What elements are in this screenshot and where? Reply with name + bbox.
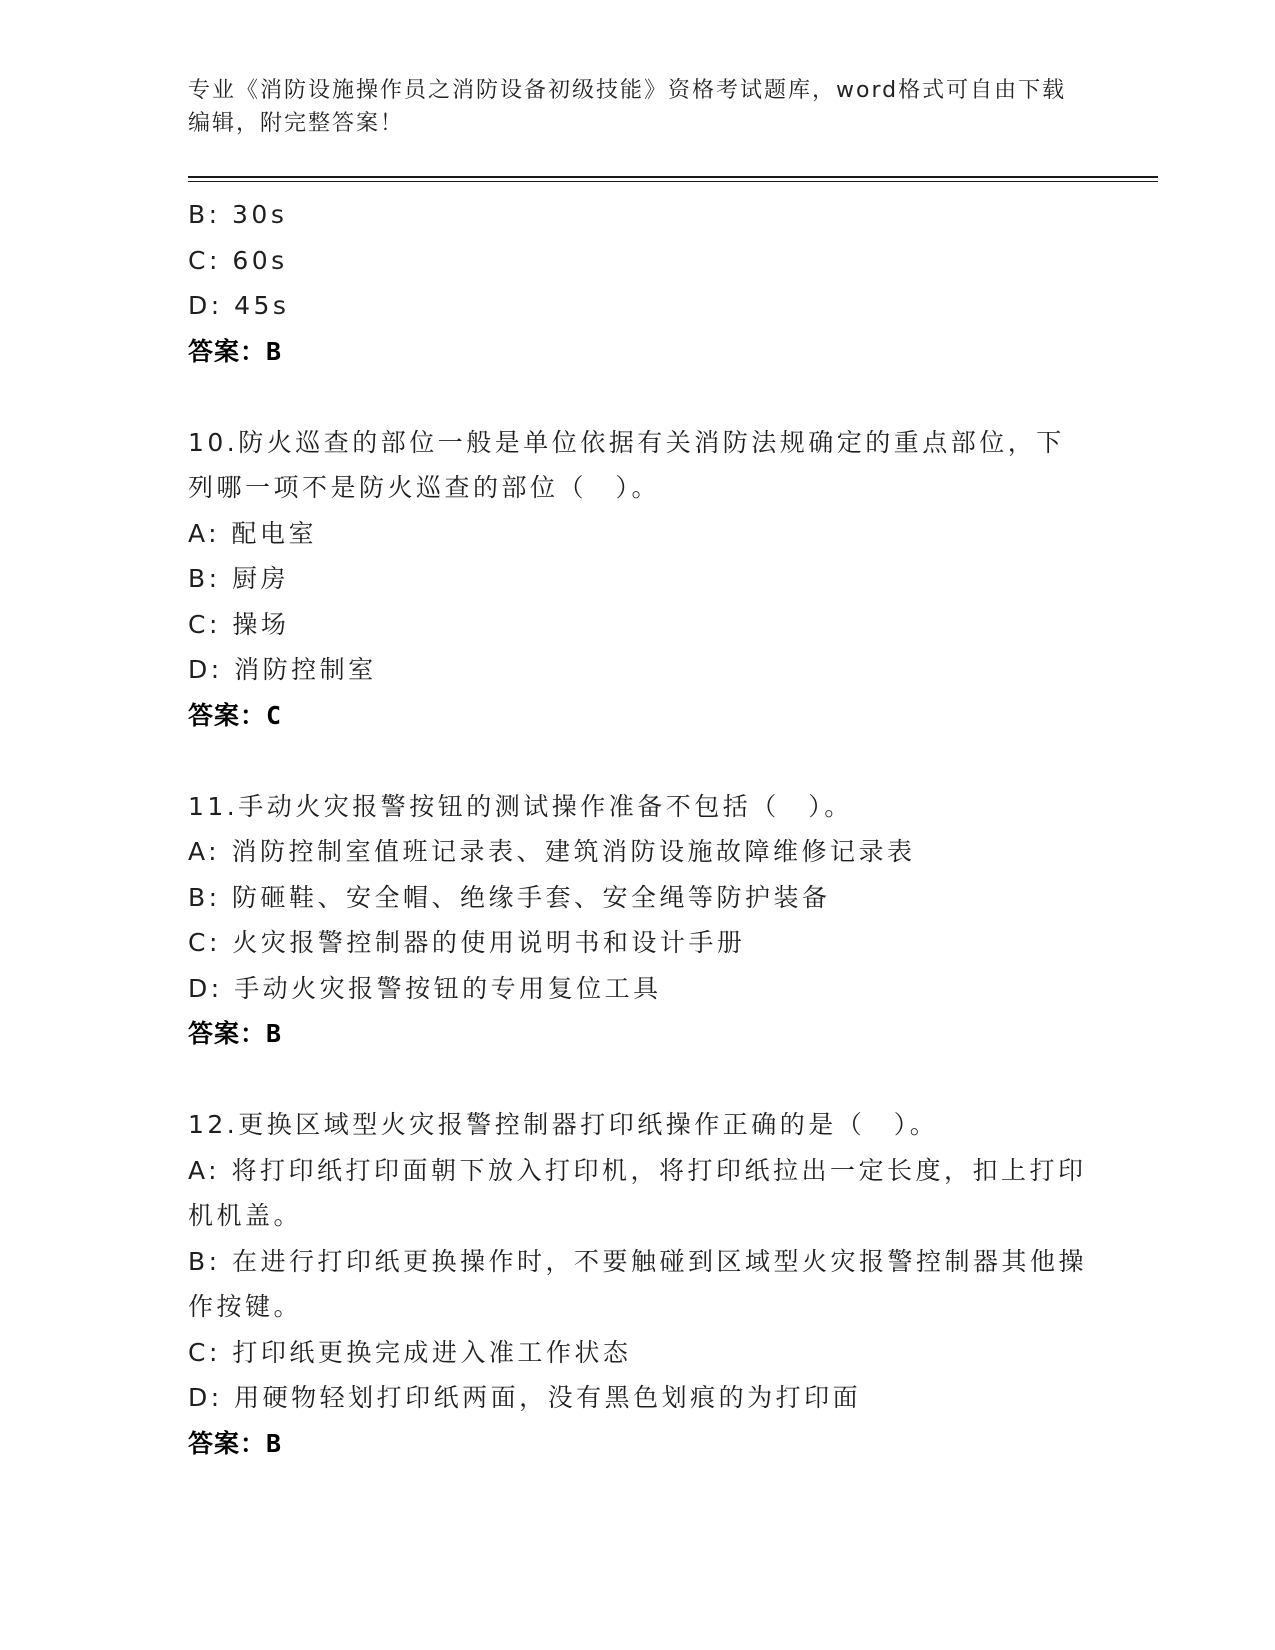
option-c: C: 打印纸更换完成进入准工作状态 — [188, 1337, 632, 1367]
question-10 — [188, 420, 1088, 739]
option-b: B: 厨房 — [188, 564, 290, 593]
option-a: A: 消防控制室值班记录表、建筑消防设施故障维修记录表 — [188, 837, 916, 866]
option-a: A: 将打印纸打印面朝下放入打印机，将打印纸拉出一定长度，扣上打印机机盖。 — [188, 1155, 1087, 1230]
prev-question — [188, 192, 1088, 374]
spacer — [188, 374, 1088, 420]
answer-line: 答案：C — [188, 700, 283, 730]
spacer — [188, 738, 1088, 784]
question-stem: 10.防火巡查的部位一般是单位依据有关消防法规确定的重点部位，下列哪一项不是防火巡查的部位（ ）。 — [188, 427, 1065, 502]
option-d: D: 45s — [188, 291, 290, 320]
question-12 — [188, 1102, 1088, 1466]
option-b: B: 30s — [188, 200, 288, 229]
option-b: B: 在进行打印纸更换操作时，不要触碰到区域型火灾报警控制器其他操作按键。 — [188, 1246, 1088, 1321]
question-11 — [188, 784, 1088, 1057]
option-d: D: 消防控制室 — [188, 655, 377, 684]
option-c: C: 60s — [188, 245, 288, 275]
answer-line: 答案：B — [188, 1019, 283, 1048]
option-d: D: 手动火灾报警按钮的专用复位工具 — [188, 973, 662, 1003]
option-c: C: 火灾报警控制器的使用说明书和设计手册 — [188, 928, 746, 957]
option-c: C: 操场 — [188, 609, 290, 639]
answer-line: 答案：B — [188, 1428, 283, 1458]
question-stem: 11.手动火灾报警按钮的测试操作准备不包括（ ）。 — [188, 791, 853, 821]
option-a: A: 配电室 — [188, 518, 318, 548]
header-rule-thick — [188, 176, 1158, 178]
page-header: 专业《消防设施操作员之消防设备初级技能》资格考试题库，word格式可自由下载编辑，附完整答案！ — [188, 78, 1067, 136]
question-stem: 12.更换区域型火灾报警控制器打印纸操作正确的是（ ）。 — [188, 1110, 939, 1139]
option-d: D: 用硬物轻划打印纸两面，没有黑色划痕的为打印面 — [188, 1383, 862, 1412]
answer-line: 答案：B — [188, 336, 283, 366]
option-b: B: 防砸鞋、安全帽、绝缘手套、安全绳等防护装备 — [188, 882, 831, 912]
header-rule-thin — [188, 181, 1158, 182]
question-list — [188, 192, 1088, 1466]
spacer — [188, 1057, 1088, 1103]
